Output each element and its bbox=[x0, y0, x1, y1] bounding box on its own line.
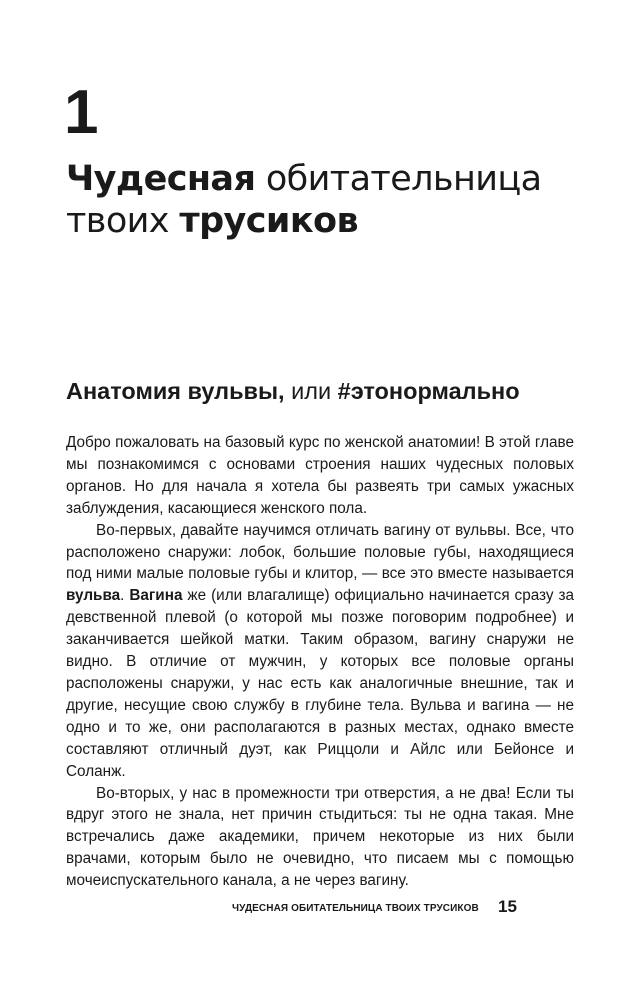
term-vulva: вульва bbox=[66, 587, 121, 605]
section-heading-connector: или bbox=[284, 378, 338, 404]
chapter-title-bold-word-2: трусиков bbox=[179, 201, 358, 241]
paragraph-2-part-b: . bbox=[120, 587, 130, 605]
paragraph-2-part-c: же (или влагалище) официально начинается сразу за девственной плевой (о которой мы позже поговорим подробнее) и заканчивается шейкой матки. Таким образом, вагину снаружи не видно. В отличие от мужчин, у которых все половые органы расположены снаружи, у нас есть как аналогичные внешние, так и другие, несущие свою службу в глубине тела. Вульва и вагина — не одно и то же, они располагаются в разных местах, однако вместе составляют отличный дуэт, как Риццоли и Айлс или Бейонсе и Соланж. bbox=[66, 587, 575, 780]
section-heading bbox=[66, 376, 520, 406]
body-text bbox=[66, 432, 574, 892]
section-heading-bold: Анатомия вульвы, bbox=[66, 378, 285, 404]
chapter-title-regular-word-2: твоих bbox=[66, 201, 180, 241]
term-vagina: Вагина bbox=[129, 587, 183, 605]
chapter-title bbox=[66, 158, 541, 242]
chapter-title-regular-word-1: обитательница bbox=[255, 159, 542, 199]
paragraph-2 bbox=[66, 520, 574, 783]
paragraph-1: Добро пожаловать на базовый курс по женской анатомии! В этой главе мы познакомимся с основами строения наших чудесных половых органов. Но для начала я хотела бы развеять три самых ужасных заблуждения, касающиеся женского пола. bbox=[66, 434, 574, 517]
section-heading-hashtag: #этонормально bbox=[337, 378, 520, 404]
chapter-title-bold-word-1: Чудесная bbox=[66, 159, 256, 199]
paragraph-3: Во-вторых, у нас в промежности три отверстия, а не два! Если ты вдруг этого не знала, нет причин стыдиться: ты не одна такая. Мне встречались даже академики, причем некоторые из них были врачами, которым было не очевидно, что писаем мы с помощью мочеиспускательного канала, а не через вагину. bbox=[66, 784, 574, 890]
chapter-number: 1 bbox=[64, 78, 98, 147]
page-number: 15 bbox=[498, 897, 517, 916]
running-footer-title: ЧУДЕСНАЯ ОБИТАТЕЛЬНИЦА ТВОИХ ТРУСИКОВ bbox=[232, 903, 479, 914]
paragraph-2-part-a: Во-первых, давайте научимся отличать вагину от вульвы. Все, что расположено снаружи: лобок, большие половые губы, находящиеся под ними малые половые губы и клитор, — все это вместе называется bbox=[66, 521, 574, 583]
